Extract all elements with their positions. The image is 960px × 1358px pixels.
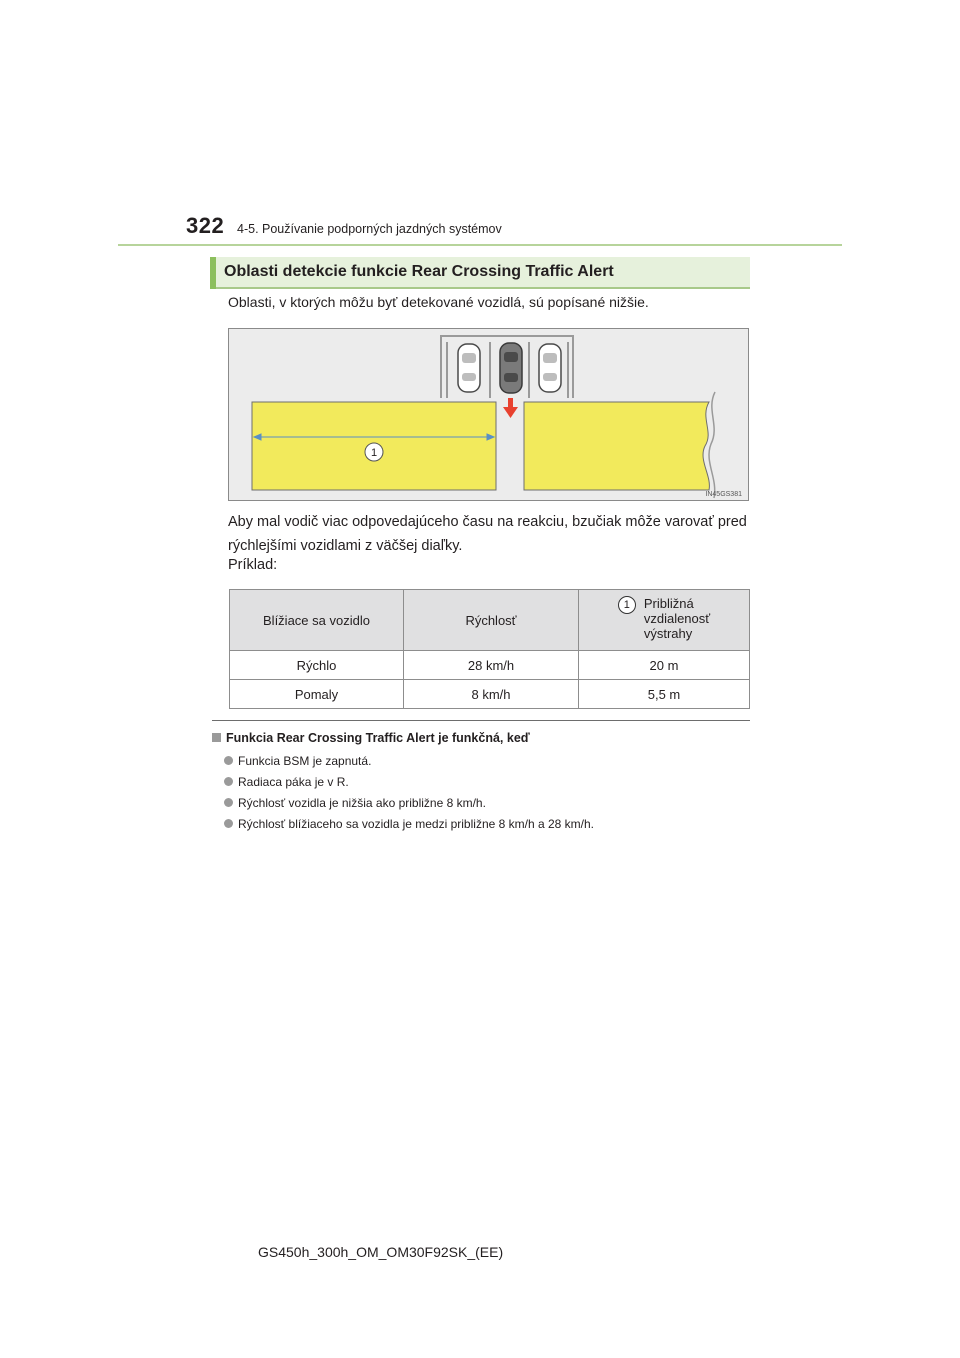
bullet-dot-icon <box>224 798 233 807</box>
cell-vehicle: Pomaly <box>230 680 404 709</box>
header-warning-distance <box>579 590 750 651</box>
bullet-dot-icon <box>224 756 233 765</box>
list-item: Radiaca páka je v R. <box>224 774 594 795</box>
body-paragraph: Aby mal vodič viac odpovedajúceho času na reakciu, bzučiak môže varovať pred rýchlejšími vozidlami z väčšej diaľky. <box>228 514 747 554</box>
header-speed: Rýchlosť <box>404 590 579 651</box>
bullet-dot-icon <box>224 777 233 786</box>
parked-car-right-icon <box>539 344 561 392</box>
intro-text: Oblasti, v ktorých môžu byť detekované vozidlá, sú popísané nižšie. <box>228 294 649 310</box>
warning-distance-table <box>229 589 750 709</box>
section-heading-bar <box>210 257 750 289</box>
callout-1-badge: 1 <box>618 596 636 614</box>
callout-1-label: 1 <box>370 447 378 459</box>
example-label: Príklad: <box>228 557 278 573</box>
heading-accent <box>210 257 216 289</box>
cell-speed: 8 km/h <box>404 680 579 709</box>
figure-code: IN45GS381 <box>705 491 742 498</box>
own-vehicle-icon <box>500 343 522 393</box>
right-detection-zone <box>524 402 709 490</box>
bullet-dot-icon <box>224 819 233 828</box>
conditions-list <box>224 753 594 837</box>
square-bullet-icon <box>212 733 221 742</box>
section-path: 4-5. Používanie podporných jazdných systémov <box>237 222 502 236</box>
cell-distance: 5,5 m <box>579 680 750 709</box>
list-item: Rýchlosť vozidla je nižšia ako približne 8 km/h. <box>224 795 594 816</box>
detection-area-illustration <box>228 328 749 501</box>
list-item: Rýchlosť blížiaceho sa vozidla je medzi približne 8 km/h a 28 km/h. <box>224 816 594 837</box>
header-warning-distance-label: Približná vzdialenosť výstrahy <box>643 596 711 641</box>
conditions-heading: Funkcia Rear Crossing Traffic Alert je funkčná, keď <box>212 731 530 745</box>
header-approaching-vehicle: Blížiace sa vozidlo <box>230 590 404 651</box>
page-number: 322 <box>186 213 225 238</box>
list-item: Funkcia BSM je zapnutá. <box>224 753 594 774</box>
footer-code: GS450h_300h_OM_OM30F92SK_(EE) <box>258 1244 504 1260</box>
table-row <box>230 651 750 680</box>
section-heading: Oblasti detekcie funkcie Rear Crossing Traffic Alert <box>224 263 614 280</box>
parked-car-left-icon <box>458 344 480 392</box>
header-divider <box>118 244 842 246</box>
cell-distance: 20 m <box>579 651 750 680</box>
cell-speed: 28 km/h <box>404 651 579 680</box>
conditions-divider <box>212 720 750 721</box>
table-row <box>230 680 750 709</box>
cell-vehicle: Rýchlo <box>230 651 404 680</box>
table-header-row <box>230 590 750 651</box>
